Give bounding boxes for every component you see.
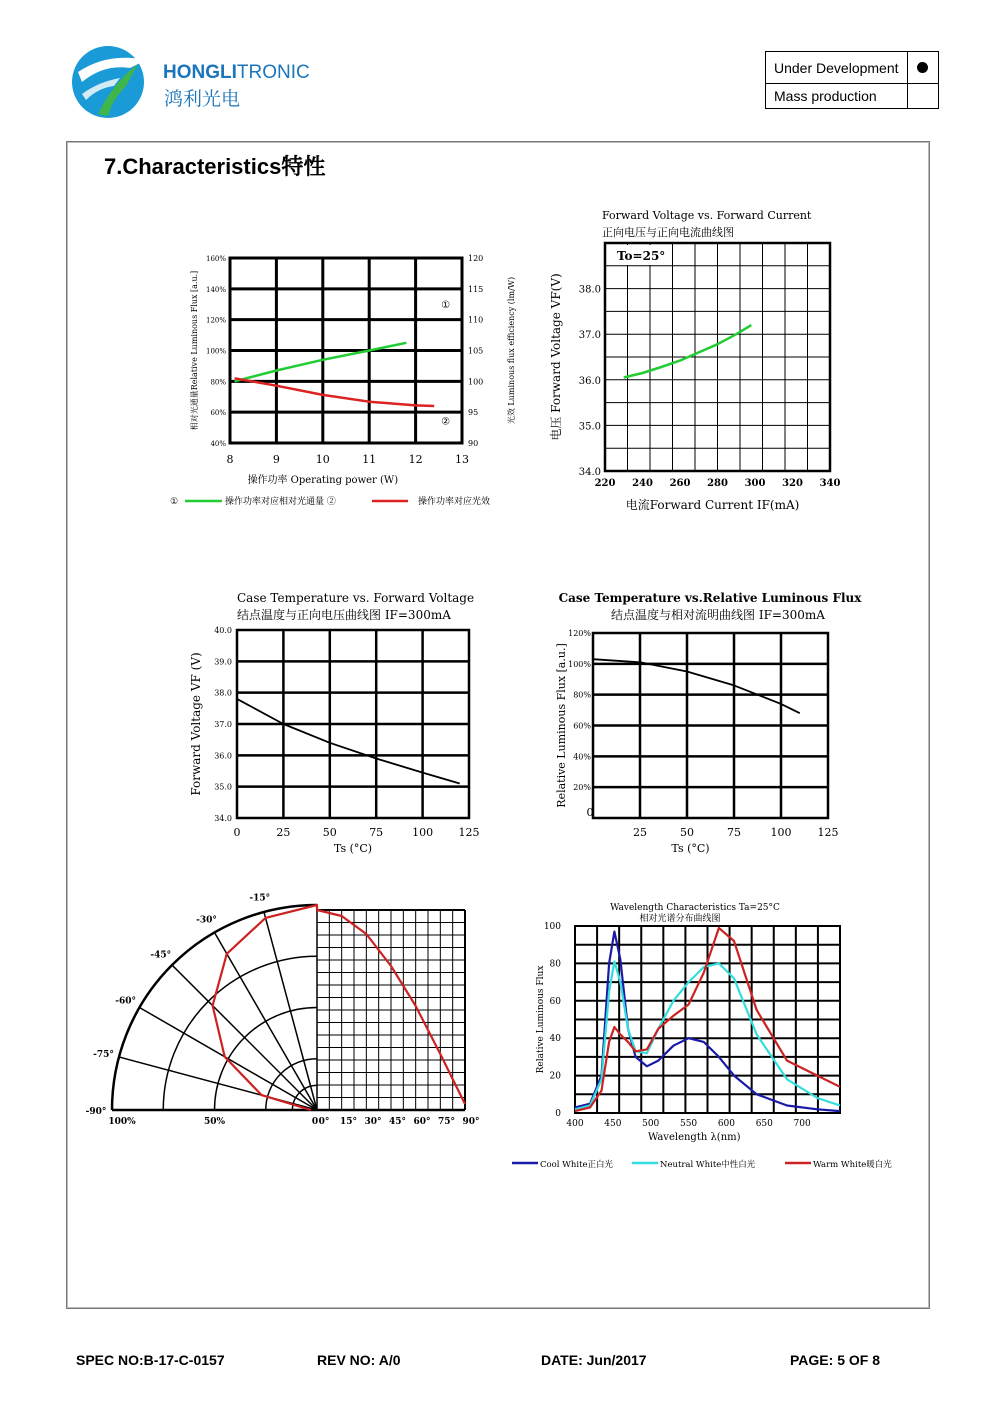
- x-tick-label: 700: [793, 1119, 811, 1129]
- x-tick-label: 125: [458, 826, 480, 839]
- y2-tick-label: 110: [468, 315, 484, 325]
- y-tick-label: 40.0: [214, 626, 232, 635]
- y-axis-label: 相对光通量Relative Luminous Flux [a.u.]: [190, 270, 199, 431]
- x-tick-label: 25: [276, 826, 291, 839]
- chart-title: Forward Voltage vs. Forward Current: [602, 209, 812, 222]
- y-tick-label: 140%: [205, 285, 226, 294]
- status-mark-development: [907, 52, 938, 84]
- x-tick-label: 50: [322, 826, 337, 839]
- y-tick-label: 20%: [573, 783, 591, 793]
- y-tick-label: 100%: [205, 347, 226, 356]
- footer-rev: REV NO: A/0: [317, 1352, 401, 1368]
- y-tick-label: 60: [549, 996, 561, 1007]
- polar-radius-label: 50%: [203, 1117, 226, 1127]
- brand-name-cn: 鸿利光电: [164, 89, 241, 110]
- y2-tick-label: 100: [468, 377, 484, 387]
- polar-radius-label: 100%: [108, 1117, 136, 1127]
- y2-tick-label: 115: [468, 284, 484, 294]
- chart-operating-power: [170, 250, 530, 525]
- y-tick-label: 40: [549, 1034, 561, 1045]
- polar-ray: [172, 965, 317, 1110]
- x-tick-label: 320: [782, 478, 803, 489]
- legend-mark-1: ①: [170, 497, 179, 507]
- inset-label: To=25°: [617, 249, 666, 263]
- polar-right-label: 90°: [462, 1117, 480, 1127]
- x-tick-label: 75: [727, 826, 741, 839]
- polar-right-label: 30°: [364, 1117, 382, 1127]
- y2-tick-label: 90: [468, 439, 479, 448]
- x-tick-label: 600: [717, 1119, 736, 1129]
- x-tick-label: 220: [594, 478, 616, 489]
- x-tick-label: 12: [408, 453, 423, 466]
- y-tick-label: 100%: [568, 659, 591, 669]
- polar-radius-label: 0: [311, 1117, 319, 1127]
- chart-temp-vs-flux: [550, 588, 860, 858]
- annotation-2: ②: [441, 416, 451, 428]
- x-tick-label: 450: [604, 1119, 622, 1129]
- x-tick-label: 550: [679, 1119, 698, 1129]
- polar-right-label: 45°: [388, 1117, 407, 1127]
- series-line-vf-temp: [237, 699, 460, 784]
- x-tick-label: 100: [770, 826, 792, 839]
- y-tick-label: 36.0: [578, 375, 601, 387]
- legend-label: Warm White暖白光: [813, 1160, 892, 1170]
- status-label-development: Under Development: [766, 52, 908, 84]
- y-tick-label: 37.0: [578, 330, 601, 342]
- series-line-vf: [624, 325, 752, 377]
- y-tick-label: 20: [549, 1071, 561, 1082]
- polar-angle-label: -60°: [115, 996, 136, 1007]
- y-tick-label: 34.0: [214, 814, 232, 823]
- legend-label: Neutral White中性白光: [660, 1160, 756, 1170]
- annotation-1: ①: [441, 299, 451, 311]
- y-axis-label: 电压 Forward Voltage VF(V): [549, 273, 563, 441]
- x-tick-label: 240: [632, 478, 653, 489]
- y-tick-label: 100: [543, 922, 561, 932]
- x-tick-label: 280: [707, 478, 728, 489]
- polar-ray: [264, 912, 317, 1110]
- chart-radiation-pattern: [80, 885, 490, 1130]
- y-tick-label: 80%: [210, 378, 226, 387]
- chart-subtitle: 正向电压与正向电流曲线图: [602, 226, 734, 239]
- y-tick-label: 0: [555, 1109, 561, 1119]
- chart-title: Wavelength Characteristics Ta=25°C: [610, 903, 780, 913]
- y-tick-label: 35.0: [578, 421, 601, 433]
- x-tick-label: 25: [633, 826, 647, 839]
- x-tick-label: 400: [566, 1119, 584, 1129]
- polar-angle-label: -75°: [93, 1049, 114, 1060]
- x-axis-label: 电流Forward Current IF(mA): [625, 498, 800, 512]
- x-tick-label: 650: [755, 1119, 773, 1129]
- polar-angle-label: -30°: [196, 915, 217, 926]
- y-tick-label: 38.0: [214, 688, 232, 698]
- y-tick-label: 35.0: [214, 782, 232, 792]
- series-line-flux-temp: [593, 659, 800, 713]
- polar-angle-label: -90°: [85, 1107, 107, 1117]
- section-title: 7.Characteristics特性: [104, 154, 326, 179]
- y-tick-label: 40%: [573, 752, 591, 762]
- chart-wavelength: [530, 900, 892, 1180]
- y-tick-label: 80: [549, 959, 561, 970]
- polar-angle-label: -45°: [150, 950, 172, 961]
- status-mark-mass-production: [907, 84, 938, 109]
- status-label-mass-production: Mass production: [766, 84, 908, 109]
- y-axis-label: Relative Luminous Flux [a.u.]: [555, 643, 568, 808]
- y2-tick-label: 95: [468, 408, 479, 418]
- brand-name-b: TRONIC: [236, 62, 310, 83]
- legend-label: Cool White正白光: [540, 1160, 614, 1170]
- x-tick-label: 11: [362, 453, 377, 466]
- polar-right-label: 15°: [339, 1117, 358, 1127]
- x-axis-label: Ts (°C): [333, 842, 373, 855]
- x-axis-label: Wavelength λ(nm): [647, 1132, 741, 1143]
- x-tick-label: 10: [315, 453, 330, 466]
- polar-ray: [215, 932, 318, 1110]
- polar-angle-label: -15°: [249, 893, 271, 904]
- chart-subtitle: 结点温度与相对流明曲线图 IF=300mA: [611, 608, 825, 622]
- page-footer: [76, 1352, 896, 1372]
- y-tick-label: 60%: [210, 409, 226, 418]
- polar-right-label: 75°: [437, 1117, 456, 1127]
- polar-right-label: 0°: [318, 1117, 330, 1127]
- y-tick-label: 36.0: [214, 751, 232, 761]
- y-tick-label: 37.0: [214, 720, 232, 729]
- chart-vf-vs-if: [540, 205, 860, 515]
- series-line-radiation: [213, 905, 465, 1110]
- x-tick-label: 8: [226, 453, 234, 466]
- logo-emblem-icon: [68, 42, 168, 122]
- status-table: [765, 51, 939, 109]
- footer-spec: SPEC NO:B-17-C-0157: [76, 1352, 225, 1368]
- x-tick-label: 75: [369, 826, 384, 839]
- x-axis-label: Ts (°C): [671, 842, 710, 855]
- y-tick-label: 34.0: [578, 467, 601, 478]
- legend-label-flux: 操作功率对应相对光通量 ②: [225, 497, 336, 507]
- y2-tick-label: 120: [468, 254, 484, 263]
- x-axis-label: 操作功率 Operating power (W): [247, 475, 399, 486]
- polar-ray: [139, 1008, 317, 1111]
- chart-subtitle: 相对光谱分布曲线图: [639, 914, 721, 924]
- x-tick-label: 50: [680, 826, 694, 839]
- y-axis-label: Forward Voltage VF (V): [189, 652, 203, 796]
- series-line-flux: [235, 343, 407, 382]
- footer-page: PAGE: 5 OF 8: [790, 1352, 880, 1368]
- y-axis-label: Relative Luminous Flux: [536, 965, 546, 1074]
- x-tick-label: 0: [233, 826, 241, 839]
- y-tick-label: 120%: [205, 316, 226, 325]
- y-tick-label: 120%: [568, 629, 591, 638]
- chart-title: Case Temperature vs. Forward Voltage: [237, 591, 475, 605]
- checked-dot-icon: [917, 62, 928, 73]
- x-tick-label: 13: [455, 453, 469, 466]
- polar-right-label: 60°: [413, 1117, 431, 1127]
- y-tick-label: 160%: [205, 255, 226, 263]
- x-tick-label: 9: [272, 453, 280, 466]
- x-tick-label: 500: [642, 1119, 660, 1129]
- brand-name-a: HONGLI: [163, 62, 237, 83]
- x-tick-label: 0: [586, 806, 594, 819]
- legend-label-efficiency: 操作功率对应光效: [418, 497, 491, 507]
- y2-tick-label: 105: [468, 346, 484, 356]
- x-tick-label: 260: [669, 478, 691, 489]
- x-tick-label: 125: [817, 826, 839, 839]
- y-tick-label: 39.0: [214, 657, 232, 667]
- x-tick-label: 100: [412, 826, 434, 839]
- y-tick-label: 38.0: [578, 284, 601, 296]
- x-tick-label: 300: [744, 478, 766, 489]
- footer-date: DATE: Jun/2017: [541, 1352, 647, 1368]
- y-tick-label: 80%: [573, 690, 591, 700]
- chart-subtitle: 结点温度与正向电压曲线图 IF=300mA: [237, 608, 451, 622]
- company-logo: [68, 42, 328, 122]
- x-tick-label: 340: [819, 478, 841, 489]
- y-tick-label: 60%: [573, 721, 591, 731]
- chart-temp-vs-vf: [185, 588, 495, 858]
- y-tick-label: 40%: [210, 440, 226, 448]
- chart-title: Case Temperature vs.Relative Luminous Flux: [558, 591, 862, 605]
- y2-axis-label: 光效 Luminous flux efficiency (lm/W): [507, 276, 516, 425]
